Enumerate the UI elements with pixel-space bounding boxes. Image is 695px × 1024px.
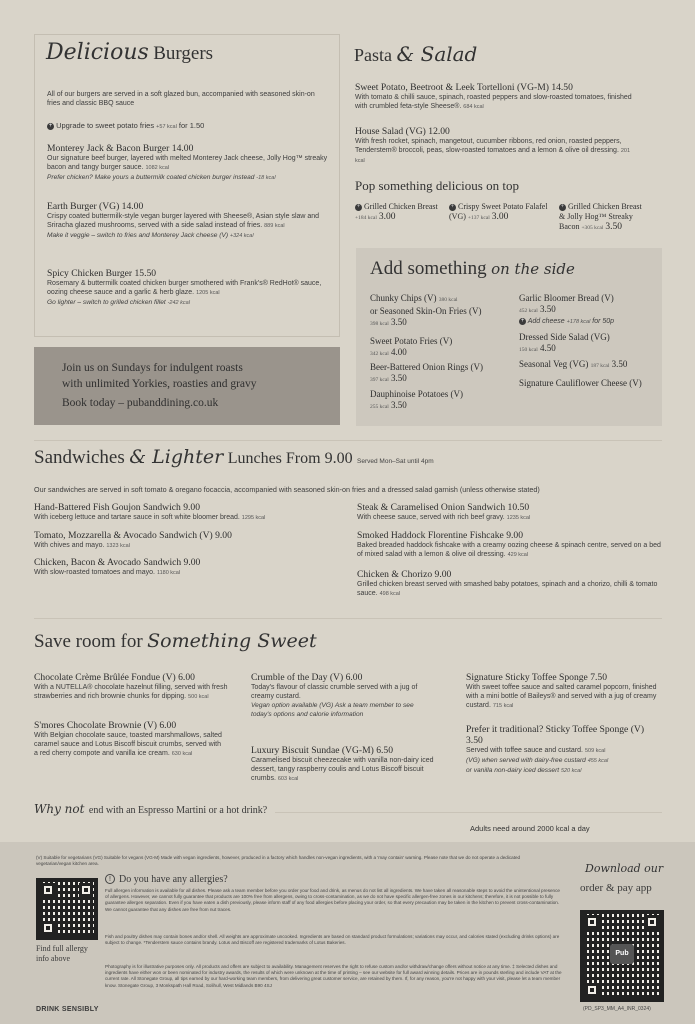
sides-title-script: on the side bbox=[491, 260, 575, 278]
drink-sensibly-text: DRINK SENSIBLY bbox=[36, 1006, 99, 1013]
allergy-info-icon: ! bbox=[105, 874, 115, 884]
toppings-title: Pop something delicious on top bbox=[355, 178, 519, 193]
burger-item bbox=[47, 201, 332, 241]
pasta-desc: With fresh rocket, spinach, mangetout, cucumber ribbons, red onion, roasted peppers, Tenderstem® broccoli, peas, slow-roasted tomatoes and a lemon & olive oil dressing. 201 kcal bbox=[355, 138, 631, 164]
sandwich-item: Steak & Caramelised Onion Sandwich 10.50 With cheese sauce, served with rich beef gravy. 1235 kcal bbox=[357, 502, 531, 521]
side-item: Seasonal Veg (VG) 187 kcal 3.50 bbox=[519, 359, 628, 369]
desserts-title-script: Something Sweet bbox=[147, 630, 317, 652]
burger-note: Prefer chicken? Make yours a buttermilk coated chicken burger instead -18 kcal bbox=[47, 174, 276, 181]
plus-icon: + bbox=[48, 122, 53, 129]
dietary-legend: (V) Suitable for vegetarians (VG) Suitable for vegans (VG-M) Made with vegan ingredients, however, produced in a factory which handles non-vegan ingredients, with a 'may contain' warning. Please note that we do not operate a dedicated vegetarian/vegan kitchen area. bbox=[36, 855, 521, 867]
dessert-item: Crumble of the Day (V) 6.00 Today's flavour of classic crumble served with a jug of creamy custard. Vegan option available (VG) Ask a team member to see today's options and calorie information bbox=[251, 672, 418, 718]
menu-code: (PD_SP3_MM_A4_INR_0324) bbox=[583, 1006, 651, 1012]
burgers-intro: All of our burgers are served in a soft glazed bun, accompanied with seasoned skin-on fries and classic BBQ sauce bbox=[47, 91, 315, 107]
download-app-title: order & pay app bbox=[580, 882, 652, 894]
side-item: Sweet Potato Fries (V) 342 kcal 4.00 bbox=[370, 336, 453, 357]
allergies-text-2: Fish and poultry dishes may contain bones and/or shell. All weights are approximate uncooked. Ingredients are based on standard product formulations; variations may occur, and calories stated (excluding drinks options) are subject to change. *Tenderstem sauce contains brandy. Lotus and Biscoff are registered trademarks of Lotus Bakeries. bbox=[105, 934, 560, 946]
app-badge: Pub bbox=[610, 944, 634, 964]
roasts-line-1: Join us on Sundays for indulgent roasts bbox=[62, 362, 243, 374]
dessert-item: Chocolate Crème Brûlée Fondue (V) 6.00 With a NUTELLA® chocolate hazelnut filling, served with fresh strawberries and rich brownie chunks for dipping. 500 kcal bbox=[34, 672, 228, 700]
allergy-qr-code[interactable] bbox=[36, 878, 98, 940]
burgers-title: Burgers bbox=[153, 43, 214, 64]
drink-sensibly-logo bbox=[36, 1006, 106, 1014]
burger-desc: Rosemary & buttermilk coated chicken burger smothered with Frank's® RedHot® sauce, oozing cheese sauce and a garlic & herb glaze. 1205 kcal bbox=[47, 280, 322, 296]
upgrade-label: Upgrade to sweet potato fries bbox=[56, 121, 155, 130]
dessert-item: Luxury Biscuit Sundae (VG-M) 6.50 Caramelised biscuit cheezecake with vanilla non-dairy iced dessert, tangy raspberry coulis and Lotus Biscoff biscuit crumbs. 603 kcal bbox=[251, 745, 434, 782]
sandwiches-intro: Our sandwiches are served in soft tomato & oregano focaccia, accompanied with seasoned skin-on fries and a dressed salad garnish (unless otherwise stated) bbox=[34, 485, 540, 494]
burger-desc: Our signature beef burger, layered with melted Monterey Jack cheese, Jolly Hog™ streaky bacon and tangy burger sauce. 1082 kcal bbox=[47, 155, 328, 171]
sunday-roasts-banner bbox=[34, 347, 340, 425]
sandwiches-heading bbox=[34, 446, 434, 469]
sandwich-item: Hand-Battered Fish Goujon Sandwich 9.00 With iceberg lettuce and tartare sauce in soft white bloomer bread. 1295 kcal bbox=[34, 502, 266, 521]
topping-name: Crispy Sweet Potato Falafel (VG) bbox=[449, 202, 548, 221]
adults-kcal-note: Adults need around 2000 kcal a day bbox=[470, 824, 590, 833]
divider bbox=[34, 440, 662, 441]
sides-heading bbox=[370, 258, 575, 280]
side-item: Dressed Side Salad (VG) 150 kcal 4.50 bbox=[519, 332, 610, 353]
divider bbox=[275, 812, 662, 813]
roasts-book-link[interactable]: Book today – pubanddining.co.uk bbox=[62, 397, 219, 409]
burger-name: Spicy Chicken Burger 15.50 bbox=[47, 268, 157, 279]
plus-icon: + bbox=[520, 317, 525, 324]
sandwich-item: Tomato, Mozzarella & Avocado Sandwich (V) 9.00 With chives and mayo. 1323 kcal bbox=[34, 530, 232, 549]
why-not-script: Why not bbox=[34, 802, 85, 816]
divider bbox=[34, 618, 662, 619]
desserts-heading bbox=[34, 630, 317, 653]
side-item: Beer-Battered Onion Rings (V) 397 kcal 3.50 bbox=[370, 362, 484, 383]
espresso-martini-line bbox=[34, 800, 267, 818]
topping-item: + Grilled Chicken Breast & Jolly Hog™ Streaky Bacon +305 kcal 3.50 bbox=[559, 202, 642, 232]
upgrade-kcal: +57 kcal bbox=[156, 124, 177, 130]
upgrade-line bbox=[47, 121, 204, 130]
plus-icon: + bbox=[356, 203, 361, 210]
pasta-item bbox=[355, 82, 640, 112]
sandwiches-title-end: Lunches From 9.00 bbox=[227, 450, 353, 467]
pasta-title-script: & Salad bbox=[396, 42, 478, 66]
side-item: Garlic Bloomer Bread (V) 452 kcal 3.50 + Add cheese +178 kcal for 50p bbox=[519, 293, 615, 325]
burger-item bbox=[47, 143, 332, 183]
pasta-name: House Salad (VG) 12.00 bbox=[355, 126, 450, 137]
why-not-text: end with an Espresso Martini or a hot drink? bbox=[88, 805, 268, 816]
topping-item: + Crispy Sweet Potato Falafel (VG) +137 kcal 3.00 bbox=[449, 202, 548, 222]
sandwich-item: Chicken, Bacon & Avocado Sandwich 9.00 With slow-roasted tomatoes and mayo. 1180 kcal bbox=[34, 557, 201, 576]
side-item: Signature Cauliflower Cheese (V) bbox=[519, 378, 642, 388]
allergies-text: Full allergen information is available for all dishes. Please ask a team member before you order your food and drink, as menus do not list all ingredients. We have taken all reasonable steps to avoid the unintentional presence of allergens. However, we cannot fully guarantee that products are 100% free from allergens, owing to cross-contamination, as we do not have specific allergen-free zones in our kitchens; therefore, it is not possible to fully guarantee allergen separation. Even if you have eaten a dish previously, please inform staff of any food allergies before placing your order, so that every precaution may be taken in the kitchen to prevent cross-contamination. We cannot guarantee that any dishes are free from nut traces. bbox=[105, 888, 560, 912]
app-qr-code[interactable] bbox=[580, 910, 664, 1002]
allergies-title: Do you have any allergies? bbox=[119, 874, 228, 885]
allergies-text-3: Photography is for illustrative purposes only. All products and offers are subject to availability. Management reserves the right to refuse custom and/or withdraw/change offers without notice at any time. ‡ Selected dishes and ingredients have either won or been nominated for industry awards, the results of which were unknown at the time of printing – see our website for full award winning details. Prices are in pounds sterling and include VAT at the current rate. All Stonegate Group, all tips earned by our hard-working team members, from delivering great customer service, are retained by them. If, for any reason, you're not happy with your visit, please let a team member know. Stonegate Group, 3 Monkspath Hall Road, Solihull, West Midlands B90 4SJ bbox=[105, 964, 562, 988]
roasts-line-2: with unlimited Yorkies, roasties and gravy bbox=[62, 378, 257, 390]
burgers-heading bbox=[46, 40, 213, 65]
topping-name: Grilled Chicken Breast bbox=[364, 202, 438, 211]
desserts-title: Save room for bbox=[34, 631, 143, 652]
pasta-name: Sweet Potato, Beetroot & Leek Tortelloni (VG-M) 14.50 bbox=[355, 82, 573, 93]
plus-icon: + bbox=[560, 203, 565, 210]
burger-note: Go lighter – switch to grilled chicken fillet -242 kcal bbox=[47, 299, 190, 306]
sandwich-item: Smoked Haddock Florentine Fishcake 9.00 Baked breaded haddock fishcake with a creamy oozing cheese & spinach centre, served on a bed of mixed salad with a lemon & olive oil dressing. 429 kcal bbox=[357, 530, 661, 558]
plus-icon: + bbox=[450, 203, 455, 210]
dessert-item: Prefer it traditional? Sticky Toffee Sponge (V) 3.50 Served with toffee sauce and custard. 509 kcal (VG) when served with dairy-free custard 455 kcal or vanilla non-dairy iced dessert 520 kcal bbox=[466, 724, 645, 774]
sandwiches-title-script: & Lighter bbox=[129, 446, 224, 468]
burgers-title-script: Delicious bbox=[46, 40, 149, 65]
sandwich-item: Chicken & Chorizo 9.00 Grilled chicken breast served with smashed baby potatoes, spinach and a chorizo, chilli & tomato sauce. 498 kcal bbox=[357, 569, 658, 597]
sandwiches-title: Sandwiches bbox=[34, 447, 125, 468]
topping-item: + Grilled Chicken Breast +184 kcal 3.00 bbox=[355, 202, 438, 222]
upgrade-price: for 1.50 bbox=[178, 121, 205, 130]
pasta-title: Pasta bbox=[354, 45, 392, 65]
pasta-desc: With tomato & chilli sauce, spinach, roasted peppers and slow-roasted tomatoes, finished with crumbled feta-style Sheese®. 684 kcal bbox=[355, 94, 632, 110]
burger-desc: Crispy coated buttermilk-style vegan burger layered with Sheese®, Asian style slaw and Sriracha glazed mushrooms, served with a side salad instead of fries. 889 kcal bbox=[47, 213, 320, 229]
pasta-item bbox=[355, 126, 640, 166]
pasta-heading bbox=[354, 42, 477, 66]
side-item: Chunky Chips (V) 380 kcal or Seasoned Skin-On Fries (V) 398 kcal 3.50 bbox=[370, 293, 482, 327]
burger-item bbox=[47, 268, 332, 308]
find-allergy-info: Find full allergy info above bbox=[36, 944, 88, 963]
dessert-item: S'mores Chocolate Brownie (V) 6.00 With Belgian chocolate sauce, toasted marshmallows, salted caramel sauce and Lotus Biscoff biscuit crumbs, served with a red cherry compote and vanilla ice cream. 630 kcal bbox=[34, 720, 222, 757]
sandwiches-served: Served Mon–Sat until 4pm bbox=[357, 458, 434, 465]
sides-title: Add something bbox=[370, 258, 487, 279]
download-app-script: Download our bbox=[585, 862, 664, 875]
burger-name: Monterey Jack & Bacon Burger 14.00 bbox=[47, 143, 194, 154]
dessert-item: Signature Sticky Toffee Sponge 7.50 With sweet toffee sauce and salted caramel popcorn, finished with a mini bottle of Baileys® and served with a jug of creamy custard. 715 kcal bbox=[466, 672, 657, 709]
burger-note: Make it veggie – switch to fries and Monterey Jack cheese (V) +324 kcal bbox=[47, 232, 254, 239]
topping-name: Grilled Chicken Breast & Jolly Hog™ Streaky Bacon bbox=[559, 202, 642, 231]
side-item: Dauphinoise Potatoes (V) 255 kcal 3.50 bbox=[370, 389, 463, 410]
burger-name: Earth Burger (VG) 14.00 bbox=[47, 201, 144, 212]
